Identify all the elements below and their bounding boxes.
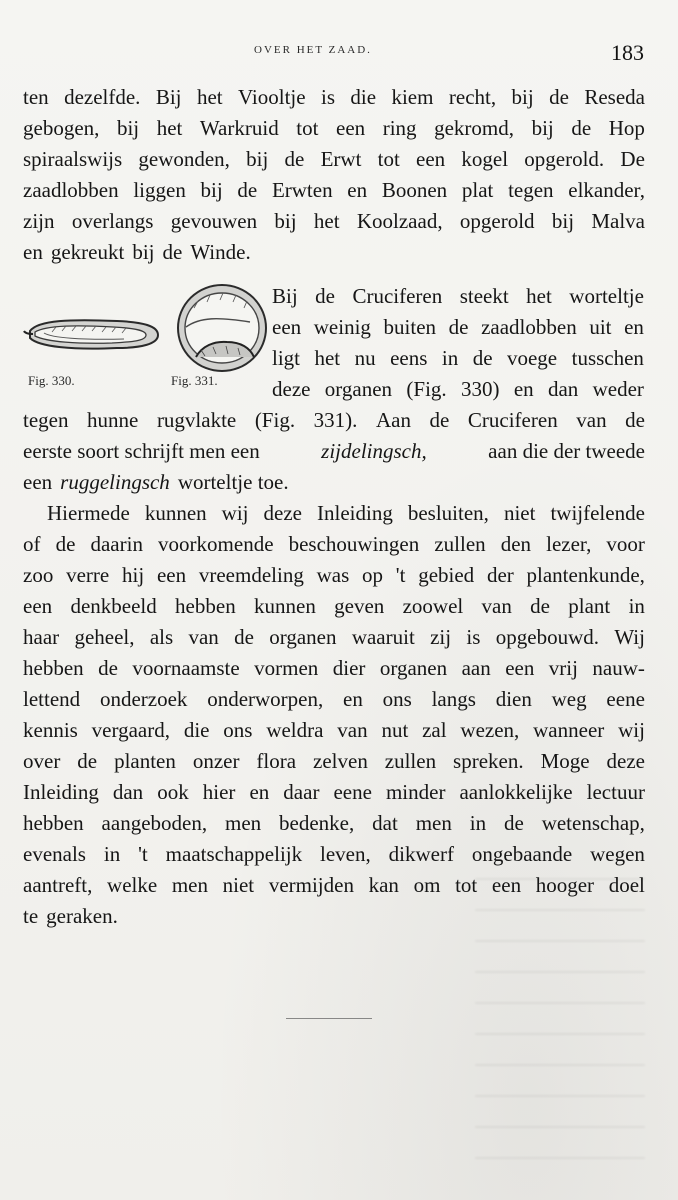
word: Moge [540,749,590,773]
word: de [429,408,450,432]
text-line [23,206,645,237]
word: gevouwen [170,209,258,233]
word: ring [382,116,417,140]
text-fragment: aan die der tweede [488,439,645,463]
fig-330-drawing [24,320,158,348]
word: weder [592,377,644,401]
text-line [23,560,645,591]
word: twijfelende [550,501,645,525]
word: Hop [608,116,645,140]
text-line [23,777,645,808]
word: die [183,718,210,742]
text-line [23,653,645,684]
word: en [624,315,644,339]
word: vermijden [268,873,354,897]
word: het [156,116,183,140]
word: de [448,315,469,339]
word: leven, [320,842,371,866]
word: vergaard, [91,718,170,742]
italic-term: zijdelingsch, [321,439,427,463]
word: Erwten [271,178,333,202]
word: bij [246,147,269,171]
word: aanlokkelijke [459,780,573,804]
word: zullen [434,532,486,556]
word: voornaamste [132,656,240,680]
word: 331). [313,408,358,432]
word: tusschen [571,346,644,370]
word: zoowel [402,594,464,618]
word: opgerold. [524,147,605,171]
word: hooger [535,873,595,897]
word: ligt [272,346,301,370]
word: Wij [614,625,645,649]
word: opgerold [459,209,535,233]
word: kennis [23,718,78,742]
word: voor [606,532,645,556]
word: de [162,240,183,264]
word: dikwerf [388,842,454,866]
word: Cruciferen [467,408,558,432]
word: te [23,904,39,928]
word: gebied [418,563,475,587]
word: daar [283,780,320,804]
word: Boonen [381,178,448,202]
text-line [272,374,644,405]
word: en [347,178,368,202]
word: Inleiding [317,501,393,525]
word: is [466,625,481,649]
word: (Fig. [254,408,296,432]
word: deze [606,749,645,773]
word: niet [222,873,255,897]
word: bij [511,85,534,109]
word: lectuur [586,780,645,804]
word: een [336,116,366,140]
word: om [413,873,441,897]
word: en [249,780,270,804]
word: nu [354,346,376,370]
word: als [149,625,174,649]
text-line [23,808,645,839]
word: onderworpen, [207,687,324,711]
word: men [415,811,452,835]
word: de [55,532,76,556]
word: nut [381,718,409,742]
text-line [23,839,645,870]
word: beschouwingen [288,532,420,556]
word: zij [430,625,452,649]
word: 330) [460,377,500,401]
word: plat [461,178,494,202]
word: zullen [384,749,437,773]
word: Koolzaad, [356,209,443,233]
word: wezen, [460,718,520,742]
word: van [481,594,512,618]
text-line [23,529,645,560]
word: de [237,178,258,202]
word: spiraalswijs [23,147,123,171]
word: vreemdeling [198,563,304,587]
word: geven [334,594,385,618]
text-line-with-italic [23,436,645,467]
word: een [156,563,187,587]
word: in [103,842,121,866]
word: der [486,563,514,587]
text-line [272,343,644,374]
word: lettend [23,687,81,711]
word: bedenke, [279,811,355,835]
word: worteltje [569,284,644,308]
word: bij [531,116,554,140]
word: zal [422,718,447,742]
word: de [571,116,592,140]
word: 't [138,842,148,866]
word: dan [112,780,144,804]
word: Winde. [190,240,251,264]
word: de [77,749,98,773]
word: 't [395,563,406,587]
italic-term: ruggelingsch [60,470,170,494]
word: overlangs [71,209,154,233]
word: plant [568,594,611,618]
word: niet [503,501,536,525]
word: planten [114,749,176,773]
word: minder [385,780,446,804]
word: geraken. [46,904,118,928]
word: was [316,563,350,587]
word: buiten [383,315,437,339]
word: de [503,811,524,835]
word: het [314,346,341,370]
word: in [628,594,645,618]
figure-330-label: Fig. 330. [28,373,75,388]
text-line [272,312,644,343]
word: gekreukt [50,240,125,264]
word: deze [263,501,302,525]
word: en [513,377,534,401]
text-line [23,870,645,901]
word: kan [368,873,399,897]
word: steekt [459,284,509,308]
word: gewonden, [138,147,230,171]
text-line [23,591,645,622]
word: eens [390,346,428,370]
text-line [272,281,644,312]
word: waaruit [351,625,415,649]
word: Hiermede [47,501,130,525]
word: daarin [90,532,143,556]
word: doel [608,873,645,897]
word: op [362,563,384,587]
word: De [620,147,645,171]
figure-side-text [272,281,644,405]
word: organen [269,625,337,649]
word: gekromd, [434,116,515,140]
page-header [0,40,678,66]
word: weg [551,687,587,711]
word: de [284,147,305,171]
word: het [196,85,223,109]
word: is [320,85,335,109]
word: men [171,873,208,897]
word: haar [23,625,60,649]
word: tot [377,147,400,171]
word: een [491,873,522,897]
fig-331-drawing [178,285,266,371]
word: tegen [23,408,69,432]
word: ons [223,718,253,742]
word: (Fig. [406,377,447,401]
word: nauw- [592,656,645,680]
word: ons [382,687,412,711]
word: vrij [548,656,578,680]
word: Bij [272,284,298,308]
word: de [549,85,569,109]
word: zelven [313,749,368,773]
word: tot [296,116,319,140]
word: elkander, [568,178,645,202]
word: plantenkunde, [526,563,645,587]
word: Cruciferen [352,284,443,308]
word: van [337,718,368,742]
word: een [272,315,302,339]
word: Inleiding [23,780,99,804]
word: bij [551,209,575,233]
word: in [469,811,487,835]
text-fragment: eerste soort schrijft men een [23,439,260,463]
word: bij [274,209,297,233]
word: lezer, [546,532,592,556]
word: bij [132,240,155,264]
word: bij [200,178,223,202]
word: Aan [375,408,411,432]
seed-illustration [22,284,267,374]
word: hebben [23,811,84,835]
word: ook [157,780,189,804]
word: verre [66,563,110,587]
word: vormen [254,656,319,680]
text-fragment: een [23,470,53,494]
text-line [23,901,645,932]
word: tot [455,873,478,897]
word: onzer [192,749,240,773]
text-line [23,144,645,175]
word: ten [23,85,49,109]
word: de [98,656,118,680]
word: wanneer [533,718,605,742]
word: hebben [175,594,236,618]
word: hebben [23,656,84,680]
word: zaadlobben [481,315,577,339]
word: welke [107,873,158,897]
word: langs [431,687,476,711]
running-head: OVER HET ZAAD. [254,44,372,56]
word: rugvlakte [156,408,237,432]
word: weldra [266,718,324,742]
top-paragraph [23,82,645,268]
word: maatschappelijk [165,842,303,866]
text-line [23,175,645,206]
word: den [500,532,532,556]
text-line [23,715,645,746]
word: eene [606,687,645,711]
word: Viooltje [238,85,306,109]
text-line [23,622,645,653]
word: voorkomende [158,532,274,556]
word: voege [506,346,558,370]
figure-331-label: Fig. 331. [171,373,218,388]
word: de [530,594,550,618]
word: over [23,749,61,773]
text-line [23,746,645,777]
word: dien [495,687,532,711]
word: hunne [87,408,139,432]
word: organen [379,656,448,680]
word: kunnen [144,501,207,525]
word: wij [221,501,249,525]
word: en [343,687,363,711]
text-line [23,405,645,436]
word: kogel [461,147,509,171]
text-line [23,684,645,715]
word: de [472,346,493,370]
word: de [625,408,645,432]
word: aantreft, [23,873,93,897]
word: dat [372,811,398,835]
word: hier [202,780,236,804]
word: bij [116,116,140,140]
text-line [23,82,645,113]
word: denkbeeld [70,594,157,618]
word: recht, [448,85,497,109]
word: een [505,656,535,680]
word: geheel, [74,625,135,649]
word: een [23,594,53,618]
text-fragment: worteltje toe. [177,470,289,494]
word: Malva [591,209,645,233]
word: dezelfde. [64,85,141,109]
word: kunnen [254,594,316,618]
word: tegen [508,178,554,202]
word: organen [324,377,393,401]
word: zoo [23,563,54,587]
paragraph-first-line [23,498,645,529]
word: hij [122,563,145,587]
word: wetenschap, [541,811,645,835]
word: spreken. [453,749,524,773]
word: wegen [590,842,645,866]
word: Bij [155,85,182,109]
word: Erwt [320,147,362,171]
word: zijn [23,209,55,233]
word: gebogen, [23,116,100,140]
page-number: 183 [611,40,644,65]
word: liggen [133,178,186,202]
word: de [234,625,254,649]
word: aan [461,656,491,680]
word: wij [618,718,645,742]
word: weinig [313,315,371,339]
word: ongebaande [471,842,573,866]
main-text-after-figures [23,405,645,932]
seed-figures [22,284,267,396]
word: van [576,408,607,432]
word: of [23,532,41,556]
word: een [416,147,446,171]
word: besluiten, [407,501,489,525]
word: van [188,625,219,649]
word: onderzoek [99,687,188,711]
text-line [23,237,645,268]
word: dan [547,377,579,401]
word: flora [256,749,297,773]
word: Warkruid [199,116,279,140]
word: kiem [391,85,434,109]
word: het [526,284,552,308]
word: die [350,85,377,109]
word: de [315,284,335,308]
word: uit [589,315,612,339]
text-line [23,113,645,144]
word: zaadlobben [23,178,119,202]
end-rule [286,1018,372,1019]
text-line-with-italic [23,467,645,498]
word: deze [272,377,311,401]
word: aangeboden, [101,811,208,835]
word: het [313,209,340,233]
word: en [23,240,43,264]
word: in [441,346,459,370]
word: Reseda [584,85,645,109]
word: evenals [23,842,86,866]
word: opgebouwd. [495,625,599,649]
word: eene [333,780,372,804]
word: dier [332,656,366,680]
word: men [224,811,262,835]
